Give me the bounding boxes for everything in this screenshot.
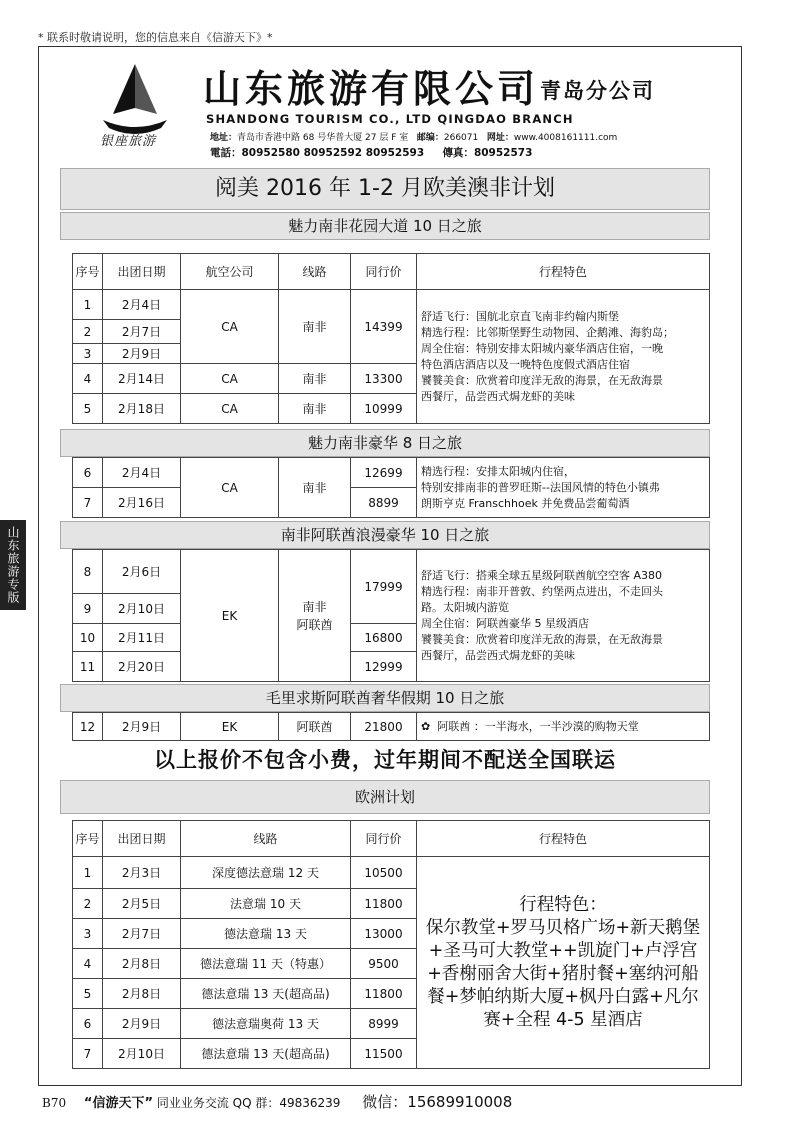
phone: 80952580 80952592 80952593 xyxy=(241,147,425,159)
airline: EK xyxy=(181,550,279,682)
table-row: 4 2月8日 德法意瑞 11 天（特惠） 9500 xyxy=(73,949,710,979)
logo-caption: 银座旅游 xyxy=(100,134,157,149)
table-header xyxy=(73,254,710,290)
section-title-1: 魅力南非花园大道 10 日之旅 xyxy=(60,212,710,240)
features-text: ✿ 阿联酋 ：一半海水，一半沙漠的购物天堂 xyxy=(417,713,710,741)
africa-table-3 xyxy=(72,549,710,682)
table-row: 5 2月18日 CA 南非 10999 xyxy=(73,394,710,424)
table-row: 3 2月7日 德法意瑞 13 天 13000 xyxy=(73,919,710,949)
europe-features-text: 行程特色： 保尔教堂+罗马贝格广场+新天鹅堡+圣马可大教堂++凯旋门+卢浮宫+香榭丽舍大街+猪肘餐+塞纳河船餐+梦帕纳斯大厦+枫丹白露+凡尔赛+全程 4-5 星酒店 xyxy=(417,857,710,1069)
main-title: 阅美 2016 年 1-2 月欧美澳非计划 xyxy=(60,168,710,210)
features-text: 舒适飞行：搭乘全球五星级阿联酋航空空客 A380 精选行程：南非开普敦、约堡两点进出，不走回头 路。太阳城内游览 周全住宿：阿联酋豪华 5 星级酒店 饕餮美食：欣赏着印度洋无敌的海景，在无敌海景 西餐厅，品尝西式焗龙虾的美味 xyxy=(417,550,710,682)
header-features: 行程特色 xyxy=(417,254,710,290)
route: 南非 xyxy=(279,458,351,518)
footer-qq: 同业业务交流 QQ 群：49836239 xyxy=(156,1096,341,1110)
table-row: 11 2月20日 12999 xyxy=(73,652,710,682)
page-number: B70 xyxy=(42,1096,67,1110)
table-row: 10 2月11日 16800 xyxy=(73,624,710,652)
table-header: 序号 出团日期 线路 同行价 行程特色 xyxy=(73,821,710,857)
address: 青岛市香港中路 68 号华普大厦 27 层 F 室 xyxy=(237,133,409,143)
header-price: 同行价 xyxy=(351,254,417,290)
features-text: 舒适飞行：国航北京直飞南非约翰内斯堡 精选行程：比邻斯堡野生动物园、企鹅滩、海豹岛； 周全住宿：特别安排太阳城内豪华酒店住宿，一晚 特色酒店酒店以及一晚特色度假式酒店住宿 饕餮美食：欣赏着印度洋无敌的海景，在无敌海景 西餐厅，品尝西式焗龙虾的美味 xyxy=(417,290,710,424)
route: 南非 阿联酋 xyxy=(279,550,351,682)
features-text: 精选行程：安排太阳城内住宿， 特别安排南非的普罗旺斯--法国风情的特色小镇弗 朗斯亨克 Franschhoek 并免费品尝葡萄酒 xyxy=(417,458,710,518)
flower-icon: ✿ xyxy=(421,719,431,733)
header-airline: 航空公司 xyxy=(181,254,279,290)
table-row: 7 2月10日 德法意瑞 13 天(超高品) 11500 xyxy=(73,1039,710,1069)
section-title-3: 南非阿联酋浪漫豪华 10 日之旅 xyxy=(60,521,710,549)
postcode: 266071 xyxy=(443,133,479,143)
table-row: 1 2月3日 深度德法意瑞 12 天 10500 行程特色： 保尔教堂+罗马贝格广场+新天鹅堡+圣马可大教堂++凯旋门+卢浮宫+香榭丽舍大街+猪肘餐+塞纳河船餐+梦帕纳斯大厦+枫丹白露+凡尔赛+全程 4-5 星酒店 xyxy=(73,857,710,889)
company-name: 山东旅游有限公司 xyxy=(203,66,540,111)
price: 14399 xyxy=(351,290,417,364)
africa-table-2 xyxy=(72,457,710,518)
header-no: 序号 xyxy=(73,254,103,290)
africa-table-4 xyxy=(72,712,710,741)
airline: CA xyxy=(181,290,279,364)
company-english-name: SHANDONG TOURISM CO., LTD QINGDAO BRANCH xyxy=(206,112,574,126)
africa-table-1 xyxy=(72,253,710,424)
company-phone-line: 電話：80952580 80952592 80952593 傳真：80952573 xyxy=(210,147,533,159)
table-row: 6 2月9日 德法意瑞奥荷 13 天 8999 xyxy=(73,1009,710,1039)
company-branch: 青岛分公司 xyxy=(540,78,655,103)
table-row: 5 2月8日 德法意瑞 13 天(超高品) 11800 xyxy=(73,979,710,1009)
top-note: * 联系时敬请说明，您的信息来自《信游天下》* xyxy=(38,31,273,44)
footer-slogan: “信游天下” xyxy=(83,1096,154,1111)
route: 南非 xyxy=(279,290,351,364)
footer xyxy=(42,1091,512,1112)
table-row: 12 2月9日 EK 阿联酋 21800 ✿ 阿联酋 ：一半海水，一半沙漠的购物天堂 xyxy=(73,713,710,741)
airline: CA xyxy=(181,458,279,518)
section-title-europe: 欧洲计划 xyxy=(60,780,710,814)
footer-wechat: 微信：15689910008 xyxy=(362,1093,513,1111)
table-row: 6 2月4日 CA 南非 12699 精选行程：安排太阳城内住宿， 特别安排南非的普罗旺斯--法国风情的特色小镇弗 朗斯亨克 Franschhoek 并免费品尝葡萄酒 xyxy=(73,458,710,488)
price-notice: 以上报价不包含小费，过年期间不配送全国联运 xyxy=(154,748,616,772)
europe-table xyxy=(72,820,710,1069)
header-route: 线路 xyxy=(279,254,351,290)
table-row: 7 2月16日 8899 xyxy=(73,488,710,518)
table-row: 1 2月4日 CA 南非 14399 舒适飞行：国航北京直飞南非约翰内斯堡 精选行程：比邻斯堡野生动物园、企鹅滩、海豹岛； 周全住宿：特别安排太阳城内豪华酒店住宿，一晚 特色酒店酒店以及一晚特色度假式酒店住宿 饕餮美食：欣赏着印度洋无敌的海景，在无敌海景 西餐厅，品尝西式焗龙虾的美味 xyxy=(73,290,710,320)
header-date: 出团日期 xyxy=(103,254,181,290)
side-tab: 山东旅游专版 xyxy=(0,520,26,610)
section-title-2: 魅力南非豪华 8 日之旅 xyxy=(60,429,710,457)
section-title-4: 毛里求斯阿联酋奢华假期 10 日之旅 xyxy=(60,684,710,712)
company-address-line: 地址：青岛市香港中路 68 号华普大厦 27 层 F 室 邮编：266071 网址：www.4008161111.com xyxy=(210,133,618,143)
table-row: 2 2月7日 xyxy=(73,320,710,344)
table-row: 8 2月6日 EK 南非 阿联酋 17999 舒适飞行：搭乘全球五星级阿联酋航空空客 A380 精选行程：南非开普敦、约堡两点进出，不走回头 路。太阳城内游览 周全住宿：阿联酋豪华 5 星级酒店 饕餮美食：欣赏着印度洋无敌的海景，在无敌海景 西餐厅，品尝西式焗龙虾的美味 xyxy=(73,550,710,594)
table-row: 3 2月9日 xyxy=(73,344,710,364)
table-row: 4 2月14日 CA 南非 13300 xyxy=(73,364,710,394)
website: www.4008161111.com xyxy=(513,133,618,143)
fax: 80952573 xyxy=(473,147,533,159)
table-row: 2 2月5日 法意瑞 10 天 11800 xyxy=(73,889,710,919)
table-row: 9 2月10日 xyxy=(73,594,710,624)
